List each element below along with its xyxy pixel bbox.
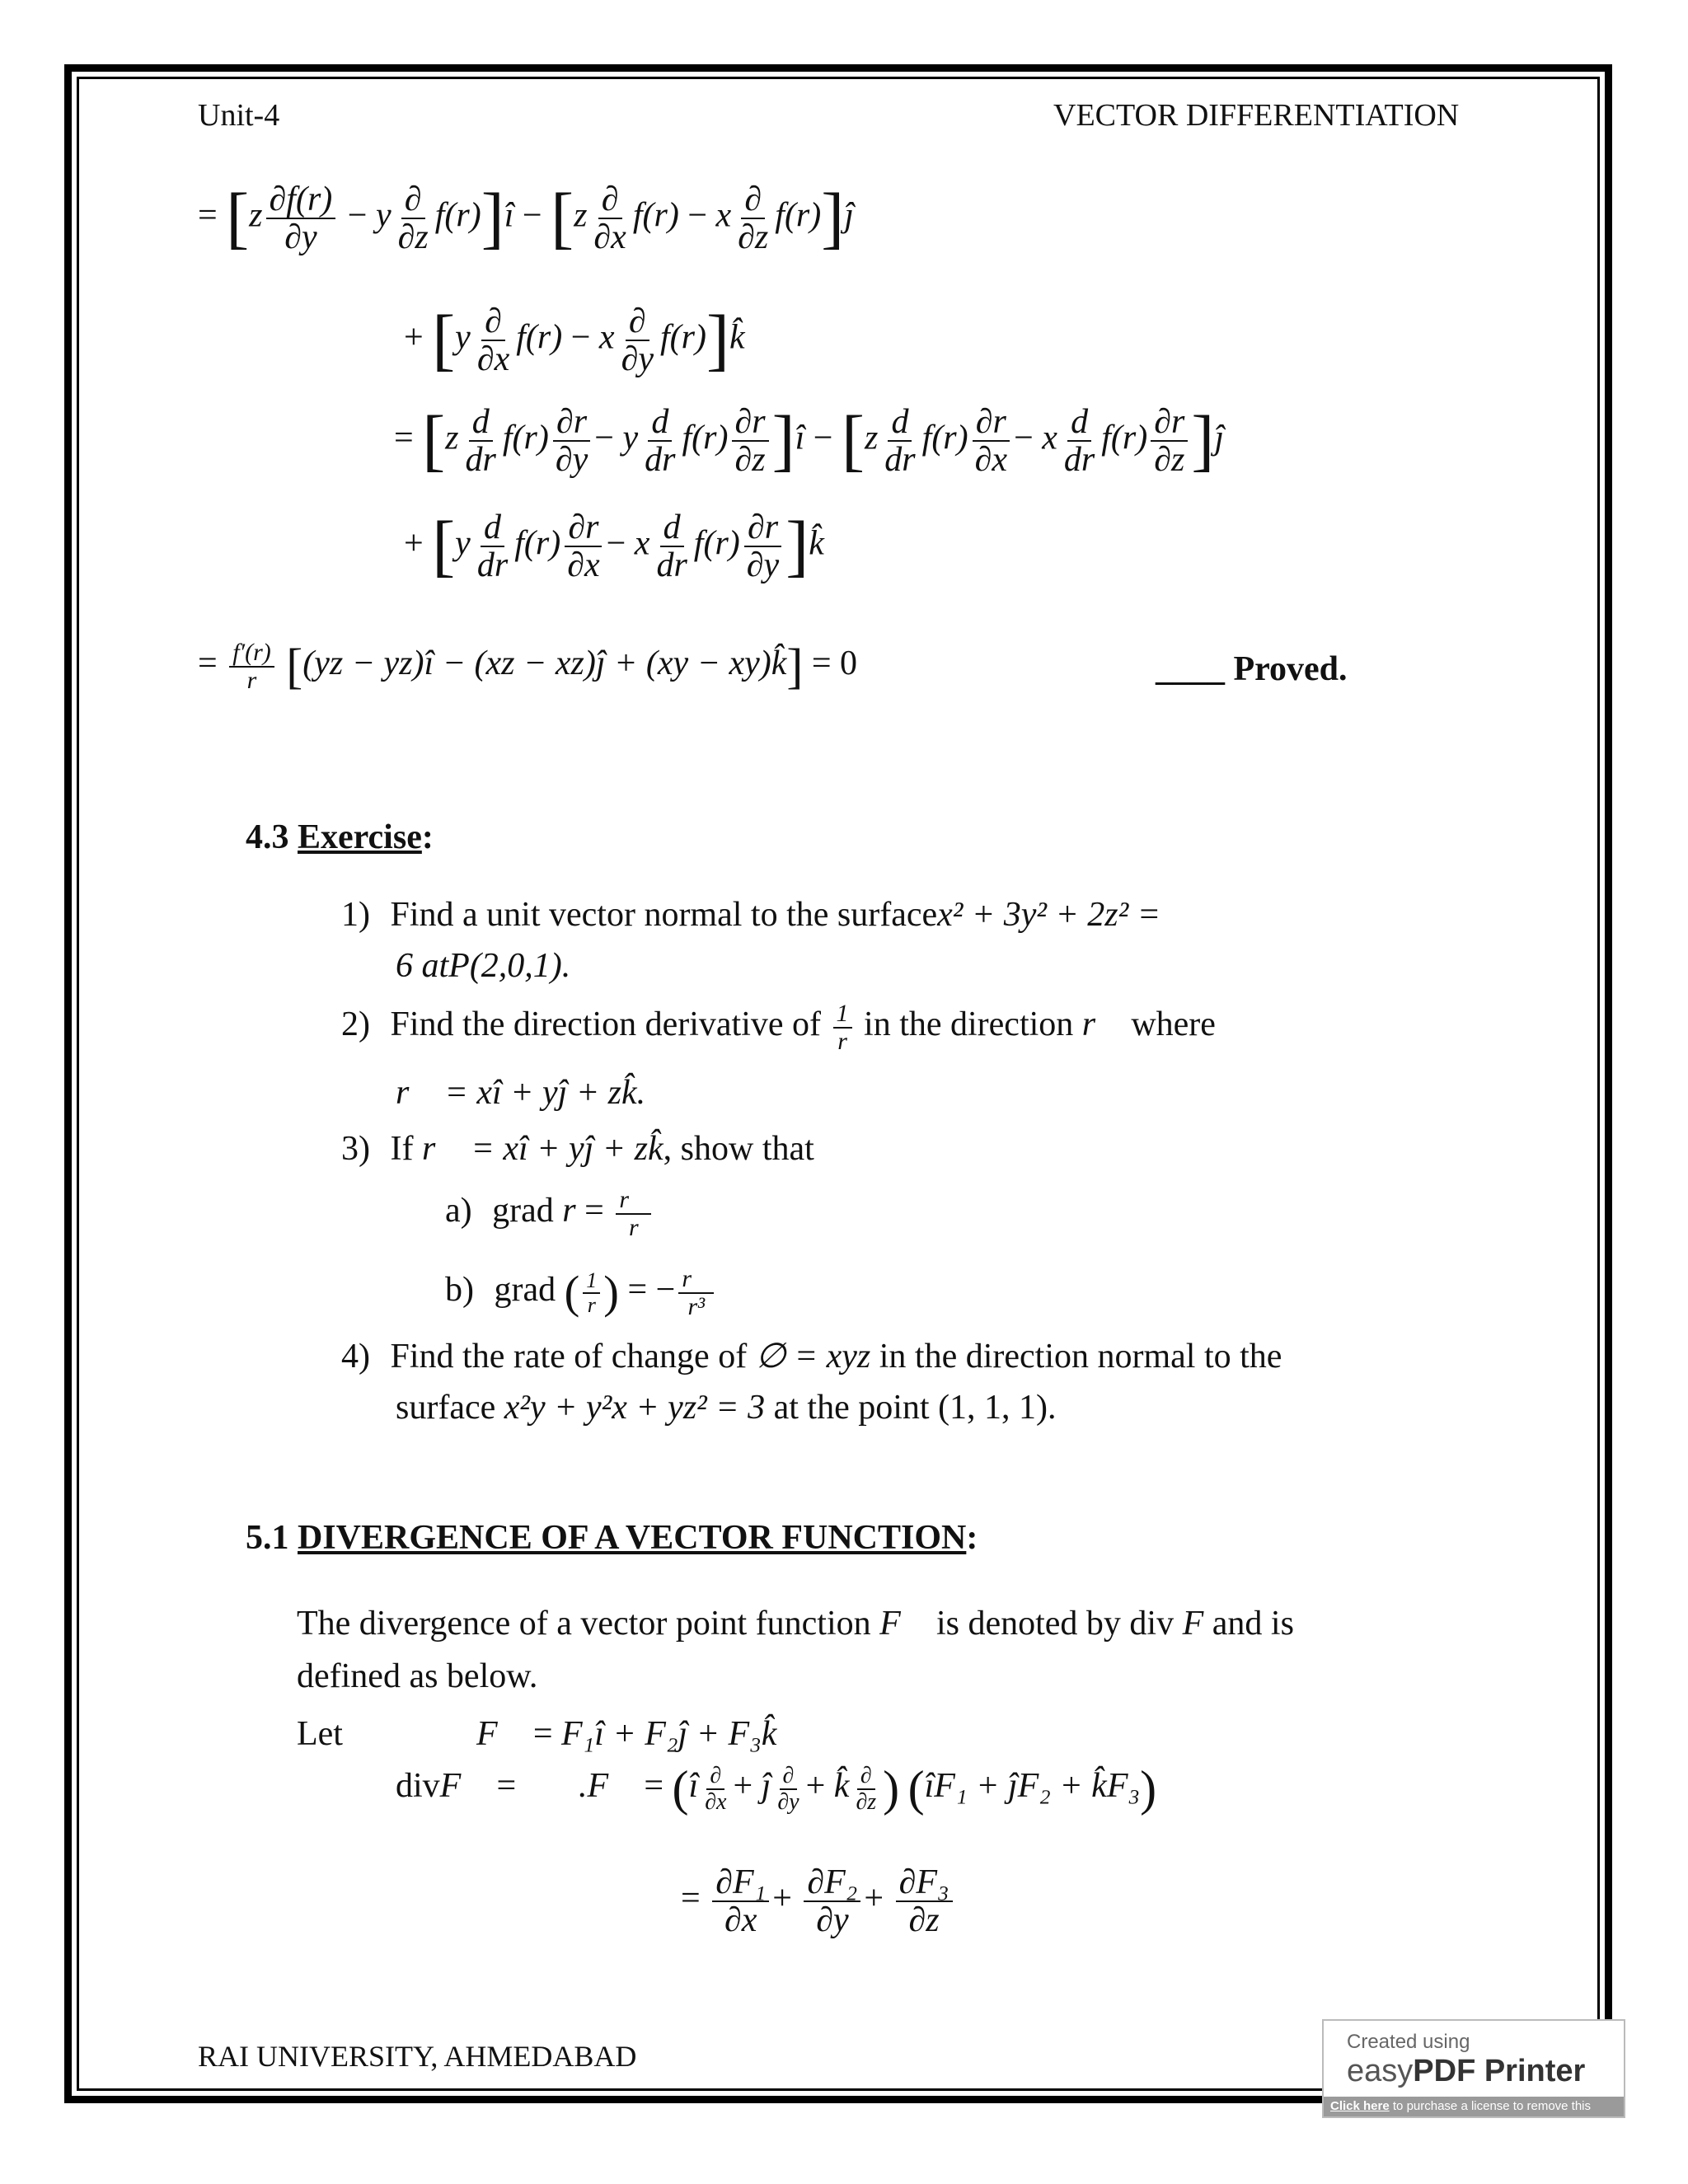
badge-link-bar[interactable]: Click here to purchase a license to remove this image — [1324, 2097, 1624, 2116]
exercise-item-1: 1) Find a unit vector normal to the surfacex² + 3y² + 2z² = — [341, 896, 1161, 934]
exercise-item-3a: a) grad r = $\frac{r⃗}{r}$ — [445, 1187, 654, 1240]
math-line-3: = [z $\frac{d}{dr}$ f(r) $\frac{\partial r}{\partial y}$ − y $\frac{d}{dr}$ f(r) $\frac{\partial r}{\partial z}$ ]î − [z $\frac{d}{dr}$ f(r) $\frac{\partial r}{\partial x}$ − x $\frac{d}{dr}$ f(r) $\frac{\partial r}{\partial z}$ ]ĵ — [394, 402, 1225, 480]
div-F-definition: divF⃗ = ∇⃗.F⃗ = (î $\frac{\partial}{\partial x}$ + ĵ $\frac{\partial}{\partial y}$ + k̂ $\frac{\partial}{\partial z}$ ) (îF₁ + ĵF₂ + k̂F₃) — [396, 1761, 1157, 1816]
section-para-line2: defined as below. — [297, 1657, 538, 1695]
badge-logo-text: easyPDF Printer — [1347, 2054, 1586, 2088]
math-line-4: + [y $\frac{d}{dr}$ f(r) $\frac{\partial r}{\partial x}$ − x $\frac{d}{dr}$ f(r) $\frac{\partial r}{\partial y}$ ]k̂ — [404, 508, 824, 585]
exercise-item-4: 4) Find the rate of change of ∅ = xyz in the direction normal to the — [341, 1338, 1282, 1376]
div-F-expanded: = $\frac{\text{∂F₁}}{\partial x}$ + $\frac{\text{∂F₂}}{\partial y}$ + $\frac{\text{∂F₃}}{\partial z}$ — [681, 1864, 956, 1938]
badge-created-text: Created using — [1347, 2031, 1470, 2053]
exercise-item-2: 2) Find the direction derivative of $\frac{1}{r}$ in the direction r⃗ where — [341, 1000, 1216, 1055]
math-line-1: = [z $\frac{\partial f(r)}{\partial y}$ − y $\frac{\partial}{\partial z}$ f(r)]î − [z $\frac{\partial}{\partial x}$ f(r) − x $\frac{\partial}{\partial z}$ f(r)]ĵ — [198, 180, 854, 257]
vector-F-definition: F⃗ = F₁î + F₂ĵ + F₃k̂ — [476, 1715, 777, 1753]
exercise-item-3: 3) If r⃗ = xî + yĵ + zk̂, show that — [341, 1130, 814, 1168]
math-line-5: = $\frac{f'(r)}{r}$ [(yz − yz)î − (xz − xz)ĵ + (xy − xy)k̂] = 0 — [198, 639, 858, 694]
exercise-item-1-line2: 6 atP(2,0,1). — [396, 947, 571, 985]
exercise-item-3b: b) grad ( $\frac{1}{r}$ ) = − $\frac{r⃗}{\text{r³}}$ — [445, 1266, 717, 1319]
exercise-heading: 4.3 Exercise: — [246, 818, 434, 856]
footer-university: RAI UNIVERSITY, AHMEDABAD — [198, 2040, 637, 2073]
section-heading: 5.1 DIVERGENCE OF A VECTOR FUNCTION: — [246, 1519, 978, 1557]
proved-label: ____ Proved. — [1156, 650, 1348, 688]
math-line-2: + [y $\frac{\partial}{\partial x}$ f(r) − x $\frac{\partial}{\partial y}$ f(r)]k̂ — [404, 302, 745, 379]
header-unit: Unit-4 — [198, 98, 280, 133]
header-title: VECTOR DIFFERENTIATION — [1053, 98, 1460, 133]
easypdf-badge[interactable] — [1322, 2019, 1625, 2133]
exercise-item-4-line2: surface x²y + y²x + yz² = 3 at the point (1, 1, 1). — [396, 1389, 1057, 1427]
let-label: Let — [297, 1715, 343, 1753]
exercise-item-2-line2: r⃗ = xî + yĵ + zk̂. — [396, 1074, 646, 1112]
section-para-line1: The divergence of a vector point function F⃗ is denoted by div F and is — [297, 1605, 1294, 1643]
